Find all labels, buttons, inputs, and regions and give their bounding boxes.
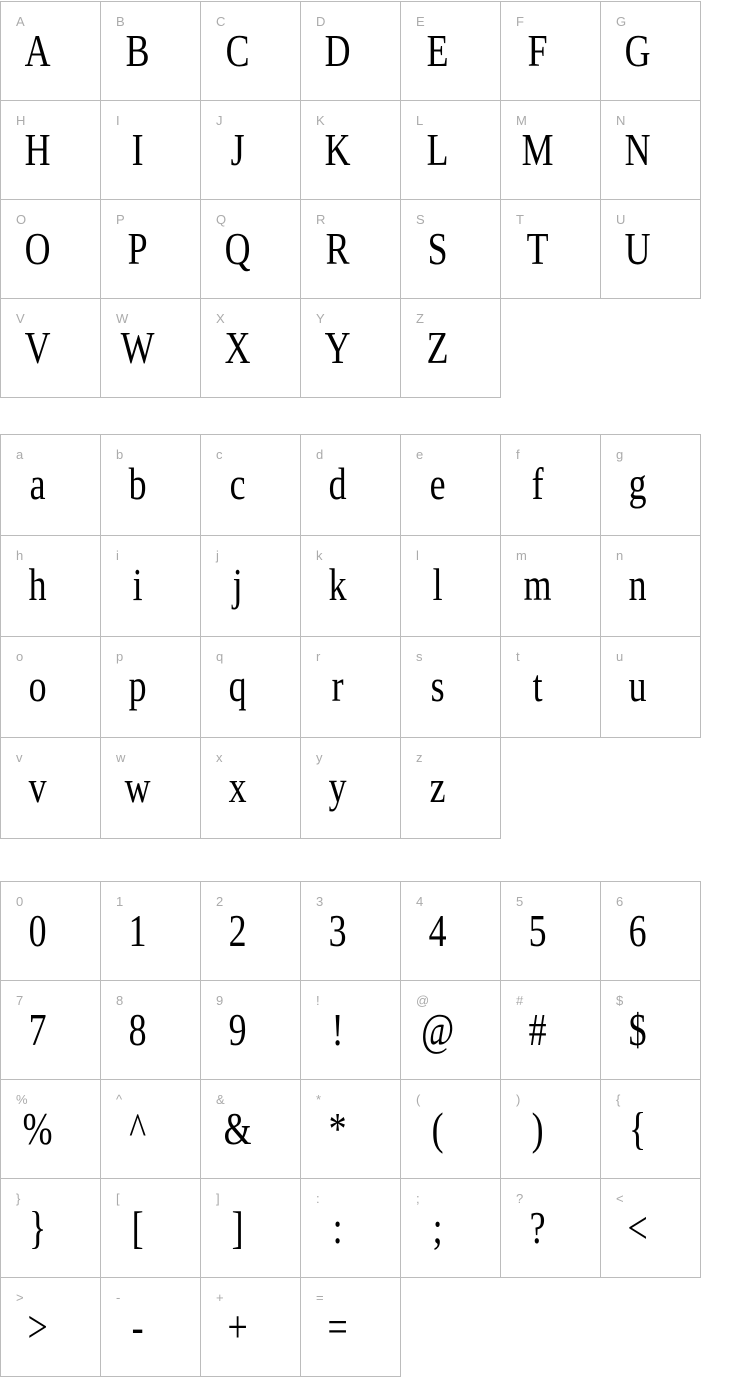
char-cell	[201, 981, 301, 1080]
char-cell	[301, 2, 401, 101]
char-cell	[1, 299, 101, 398]
cell-corner-label: A	[16, 14, 26, 29]
cell-corner-label: x	[216, 750, 223, 765]
cell-glyph: r	[331, 660, 344, 711]
glyph-row	[1, 1080, 701, 1179]
char-cell	[201, 101, 301, 200]
cell-corner-label: 2	[216, 894, 224, 909]
cell-glyph: [	[131, 1202, 144, 1253]
cell-glyph: D	[324, 25, 351, 76]
cell-corner-label: e	[416, 447, 424, 462]
glyph-row	[1, 200, 701, 299]
char-cell	[201, 299, 301, 398]
cell-corner-label: 5	[516, 894, 524, 909]
glyph-row	[1, 637, 701, 738]
cell-glyph: x	[228, 761, 247, 812]
cell-corner-label: z	[416, 750, 423, 765]
cell-glyph: ^	[129, 1103, 147, 1154]
cell-glyph: E	[426, 25, 449, 76]
glyph-row	[1, 299, 701, 398]
char-cell	[101, 200, 201, 299]
cell-glyph: Y	[324, 322, 351, 373]
cell-corner-label: Y	[316, 311, 326, 326]
glyph-row	[1, 536, 701, 637]
char-cell	[201, 2, 301, 101]
cell-corner-label: 9	[216, 993, 224, 1008]
cell-glyph: 5	[528, 905, 547, 956]
cell-glyph: +	[227, 1301, 248, 1352]
glyph-row	[1, 882, 701, 981]
cell-corner-label: )	[516, 1092, 521, 1107]
char-cell	[101, 1179, 201, 1278]
cell-glyph: W	[120, 322, 155, 373]
cell-corner-label: m	[516, 548, 528, 563]
cell-glyph: ]	[231, 1202, 244, 1253]
char-cell	[101, 2, 201, 101]
char-cell	[401, 882, 501, 981]
cell-glyph: H	[24, 124, 51, 175]
cell-glyph: o	[28, 660, 47, 711]
cell-glyph: q	[228, 660, 247, 711]
char-cell	[101, 738, 201, 839]
char-cell	[101, 299, 201, 398]
char-cell	[601, 1080, 701, 1179]
cell-corner-label: !	[316, 993, 321, 1008]
char-cell	[401, 200, 501, 299]
cell-glyph: P	[127, 223, 148, 274]
cell-corner-label: H	[16, 113, 26, 128]
cell-corner-label: i	[116, 548, 120, 563]
char-cell	[101, 882, 201, 981]
char-cell	[101, 1278, 201, 1377]
cell-corner-label: M	[516, 113, 528, 128]
cell-corner-label: +	[216, 1290, 225, 1305]
cell-corner-label: 1	[116, 894, 124, 909]
cell-corner-label: 7	[16, 993, 24, 1008]
cell-corner-label: f	[516, 447, 521, 462]
cell-corner-label: R	[316, 212, 326, 227]
char-cell	[401, 637, 501, 738]
cell-glyph: ;	[432, 1202, 443, 1253]
cell-corner-label: V	[16, 311, 26, 326]
glyph-row	[1, 1278, 701, 1377]
char-cell	[501, 200, 601, 299]
cell-corner-label: ?	[516, 1191, 524, 1206]
cell-glyph: l	[432, 559, 443, 610]
char-cell	[101, 536, 201, 637]
cell-glyph: <	[627, 1202, 648, 1253]
cell-glyph: (	[431, 1103, 444, 1154]
cell-glyph: h	[28, 559, 47, 610]
char-cell	[1, 882, 101, 981]
char-cell	[401, 1080, 501, 1179]
cell-glyph: Z	[426, 322, 449, 373]
char-cell	[501, 882, 601, 981]
char-cell	[601, 882, 701, 981]
cell-glyph: 7	[28, 1004, 47, 1055]
cell-glyph: z	[429, 761, 446, 812]
cell-corner-label: D	[316, 14, 326, 29]
cell-glyph: A	[24, 25, 51, 76]
char-cell	[1, 637, 101, 738]
cell-glyph: 2	[228, 905, 247, 956]
cell-glyph: )	[531, 1103, 544, 1154]
char-cell	[301, 637, 401, 738]
cell-glyph: e	[429, 458, 446, 509]
cell-glyph: %	[22, 1103, 53, 1154]
cell-glyph: c	[229, 458, 246, 509]
cell-corner-label: Z	[416, 311, 425, 326]
char-cell	[501, 981, 601, 1080]
cell-corner-label: L	[416, 113, 424, 128]
cell-glyph: N	[624, 124, 651, 175]
cell-glyph: G	[624, 25, 651, 76]
cell-glyph: p	[128, 660, 147, 711]
glyph-row	[1, 2, 701, 101]
cell-corner-label: Q	[216, 212, 227, 227]
char-cell	[101, 101, 201, 200]
cell-glyph: B	[125, 25, 150, 76]
cell-glyph: {	[628, 1103, 647, 1154]
cell-corner-label: 6	[616, 894, 624, 909]
cell-corner-label: E	[416, 14, 426, 29]
cell-glyph: U	[624, 223, 651, 274]
char-cell	[101, 1080, 201, 1179]
char-cell	[501, 536, 601, 637]
char-cell	[501, 1080, 601, 1179]
cell-corner-label: <	[616, 1191, 625, 1206]
cell-corner-label: 4	[416, 894, 424, 909]
char-cell	[501, 435, 601, 536]
cell-corner-label: o	[16, 649, 24, 664]
cell-corner-label: {	[616, 1092, 621, 1107]
cell-glyph: V	[24, 322, 51, 373]
cell-glyph: g	[628, 458, 647, 509]
cell-glyph: >	[27, 1301, 48, 1352]
cell-corner-label: a	[16, 447, 24, 462]
cell-glyph: M	[521, 124, 554, 175]
char-cell	[1, 2, 101, 101]
glyph-row	[1, 101, 701, 200]
cell-glyph: y	[328, 761, 347, 812]
cell-glyph: -	[131, 1301, 144, 1352]
char-cell	[301, 882, 401, 981]
cell-glyph: d	[328, 458, 347, 509]
cell-glyph: ?	[529, 1202, 546, 1253]
cell-corner-label: ^	[116, 1092, 123, 1107]
cell-glyph: n	[628, 559, 647, 610]
cell-glyph: $	[628, 1004, 647, 1055]
cell-glyph: 3	[328, 905, 347, 956]
cell-corner-label: U	[616, 212, 626, 227]
cell-glyph: }	[28, 1202, 47, 1253]
cell-corner-label: N	[616, 113, 626, 128]
cell-corner-label: J	[216, 113, 223, 128]
cell-corner-label: ;	[416, 1191, 421, 1206]
char-cell	[401, 299, 501, 398]
cell-glyph: F	[527, 25, 548, 76]
cell-glyph: j	[232, 559, 243, 610]
cell-corner-label: $	[616, 993, 624, 1008]
cell-corner-label: g	[616, 447, 624, 462]
char-cell	[301, 101, 401, 200]
cell-corner-label: r	[316, 649, 321, 664]
char-cell	[1, 981, 101, 1080]
char-cell	[101, 435, 201, 536]
char-cell	[1, 1080, 101, 1179]
cell-corner-label: d	[316, 447, 324, 462]
char-cell	[601, 981, 701, 1080]
cell-corner-label: q	[216, 649, 224, 664]
cell-glyph: @	[421, 1004, 455, 1055]
cell-glyph: O	[24, 223, 51, 274]
cell-glyph: 0	[28, 905, 47, 956]
char-cell	[301, 1080, 401, 1179]
char-cell	[301, 435, 401, 536]
char-cell	[1, 1278, 101, 1377]
char-cell	[1, 200, 101, 299]
char-cell	[601, 536, 701, 637]
char-cell	[1, 435, 101, 536]
cell-glyph: L	[426, 124, 449, 175]
char-cell	[201, 882, 301, 981]
char-cell	[501, 101, 601, 200]
char-cell	[301, 1278, 401, 1377]
cell-glyph: X	[224, 322, 251, 373]
char-cell	[401, 738, 501, 839]
cell-glyph: k	[328, 559, 347, 610]
cell-glyph: a	[29, 458, 46, 509]
cell-corner-label: :	[316, 1191, 321, 1206]
cell-corner-label: K	[316, 113, 326, 128]
char-cell	[201, 637, 301, 738]
cell-glyph: T	[526, 223, 549, 274]
cell-corner-label: (	[416, 1092, 421, 1107]
cell-glyph: u	[628, 660, 647, 711]
digits-symbols-glyph-table	[0, 881, 701, 1377]
cell-corner-label: 3	[316, 894, 324, 909]
char-cell	[201, 1278, 301, 1377]
char-cell	[401, 435, 501, 536]
char-cell	[201, 200, 301, 299]
cell-corner-label: l	[416, 548, 420, 563]
cell-corner-label: 0	[16, 894, 24, 909]
cell-corner-label: >	[16, 1290, 25, 1305]
char-cell	[401, 981, 501, 1080]
cell-corner-label: F	[516, 14, 525, 29]
cell-glyph: J	[230, 124, 245, 175]
cell-corner-label: *	[316, 1092, 322, 1107]
cell-corner-label: G	[616, 14, 627, 29]
cell-glyph: 4	[428, 905, 447, 956]
char-cell	[501, 1179, 601, 1278]
cell-glyph: b	[128, 458, 147, 509]
cell-corner-label: s	[416, 649, 423, 664]
glyph-row	[1, 1179, 701, 1278]
cell-glyph: I	[131, 124, 144, 175]
cell-glyph: Q	[224, 223, 251, 274]
cell-corner-label: I	[116, 113, 121, 128]
cell-corner-label: O	[16, 212, 27, 227]
cell-corner-label: u	[616, 649, 624, 664]
cell-glyph: :	[332, 1202, 343, 1253]
cell-glyph: 9	[228, 1004, 247, 1055]
cell-corner-label: }	[16, 1191, 21, 1206]
char-cell	[301, 981, 401, 1080]
char-cell	[201, 435, 301, 536]
cell-glyph: =	[327, 1301, 348, 1352]
char-cell	[201, 738, 301, 839]
char-cell	[101, 637, 201, 738]
cell-glyph: C	[225, 25, 250, 76]
cell-glyph: #	[528, 1004, 547, 1055]
char-cell	[301, 536, 401, 637]
cell-corner-label: ]	[216, 1191, 221, 1206]
cell-corner-label: k	[316, 548, 323, 563]
char-cell	[401, 536, 501, 637]
cell-glyph: m	[523, 559, 552, 610]
cell-corner-label: p	[116, 649, 124, 664]
cell-corner-label: j	[216, 548, 220, 563]
cell-corner-label: &	[216, 1092, 226, 1107]
char-cell	[601, 637, 701, 738]
cell-glyph: s	[430, 660, 445, 711]
cell-corner-label: T	[516, 212, 525, 227]
cell-corner-label: W	[116, 311, 129, 326]
lowercase-glyph-table	[0, 434, 701, 839]
cell-glyph: S	[427, 223, 448, 274]
char-cell	[301, 1179, 401, 1278]
cell-glyph: !	[331, 1004, 344, 1055]
char-cell	[301, 738, 401, 839]
char-cell	[1, 101, 101, 200]
cell-corner-label: [	[116, 1191, 121, 1206]
char-cell	[401, 1179, 501, 1278]
char-cell	[501, 637, 601, 738]
cell-glyph: 1	[128, 905, 147, 956]
cell-corner-label: %	[16, 1092, 29, 1107]
cell-glyph: 6	[628, 905, 647, 956]
cell-glyph: f	[531, 458, 544, 509]
char-cell	[201, 1080, 301, 1179]
cell-corner-label: B	[116, 14, 126, 29]
char-cell	[1, 738, 101, 839]
glyph-row	[1, 981, 701, 1080]
char-cell	[401, 2, 501, 101]
cell-corner-label: C	[216, 14, 226, 29]
char-cell	[601, 2, 701, 101]
cell-glyph: &	[223, 1103, 252, 1154]
cell-corner-label: c	[216, 447, 223, 462]
char-cell	[201, 536, 301, 637]
cell-glyph: 8	[128, 1004, 147, 1055]
char-cell	[401, 101, 501, 200]
char-cell	[1, 1179, 101, 1278]
uppercase-glyph-table	[0, 1, 701, 398]
cell-corner-label: y	[316, 750, 323, 765]
char-cell	[1, 536, 101, 637]
cell-corner-label: #	[516, 993, 524, 1008]
cell-corner-label: P	[116, 212, 126, 227]
cell-glyph: w	[124, 761, 151, 812]
char-cell	[501, 2, 601, 101]
cell-corner-label: 8	[116, 993, 124, 1008]
char-cell	[601, 1179, 701, 1278]
cell-glyph: i	[132, 559, 143, 610]
cell-corner-label: S	[416, 212, 426, 227]
char-cell	[601, 200, 701, 299]
cell-corner-label: @	[416, 993, 430, 1008]
cell-glyph: R	[325, 223, 350, 274]
cell-glyph: K	[324, 124, 351, 175]
cell-glyph: t	[532, 660, 543, 711]
char-cell	[601, 101, 701, 200]
cell-corner-label: =	[316, 1290, 325, 1305]
cell-corner-label: b	[116, 447, 124, 462]
glyph-row	[1, 435, 701, 536]
char-cell	[301, 200, 401, 299]
cell-glyph: v	[28, 761, 47, 812]
cell-corner-label: h	[16, 548, 24, 563]
cell-corner-label: v	[16, 750, 23, 765]
cell-glyph: *	[328, 1103, 347, 1154]
char-cell	[601, 435, 701, 536]
char-cell	[301, 299, 401, 398]
cell-corner-label: X	[216, 311, 226, 326]
cell-corner-label: -	[116, 1290, 121, 1305]
cell-corner-label: t	[516, 649, 521, 664]
cell-corner-label: w	[116, 750, 126, 765]
char-cell	[101, 981, 201, 1080]
char-cell	[201, 1179, 301, 1278]
glyph-row	[1, 738, 701, 839]
cell-corner-label: n	[616, 548, 624, 563]
